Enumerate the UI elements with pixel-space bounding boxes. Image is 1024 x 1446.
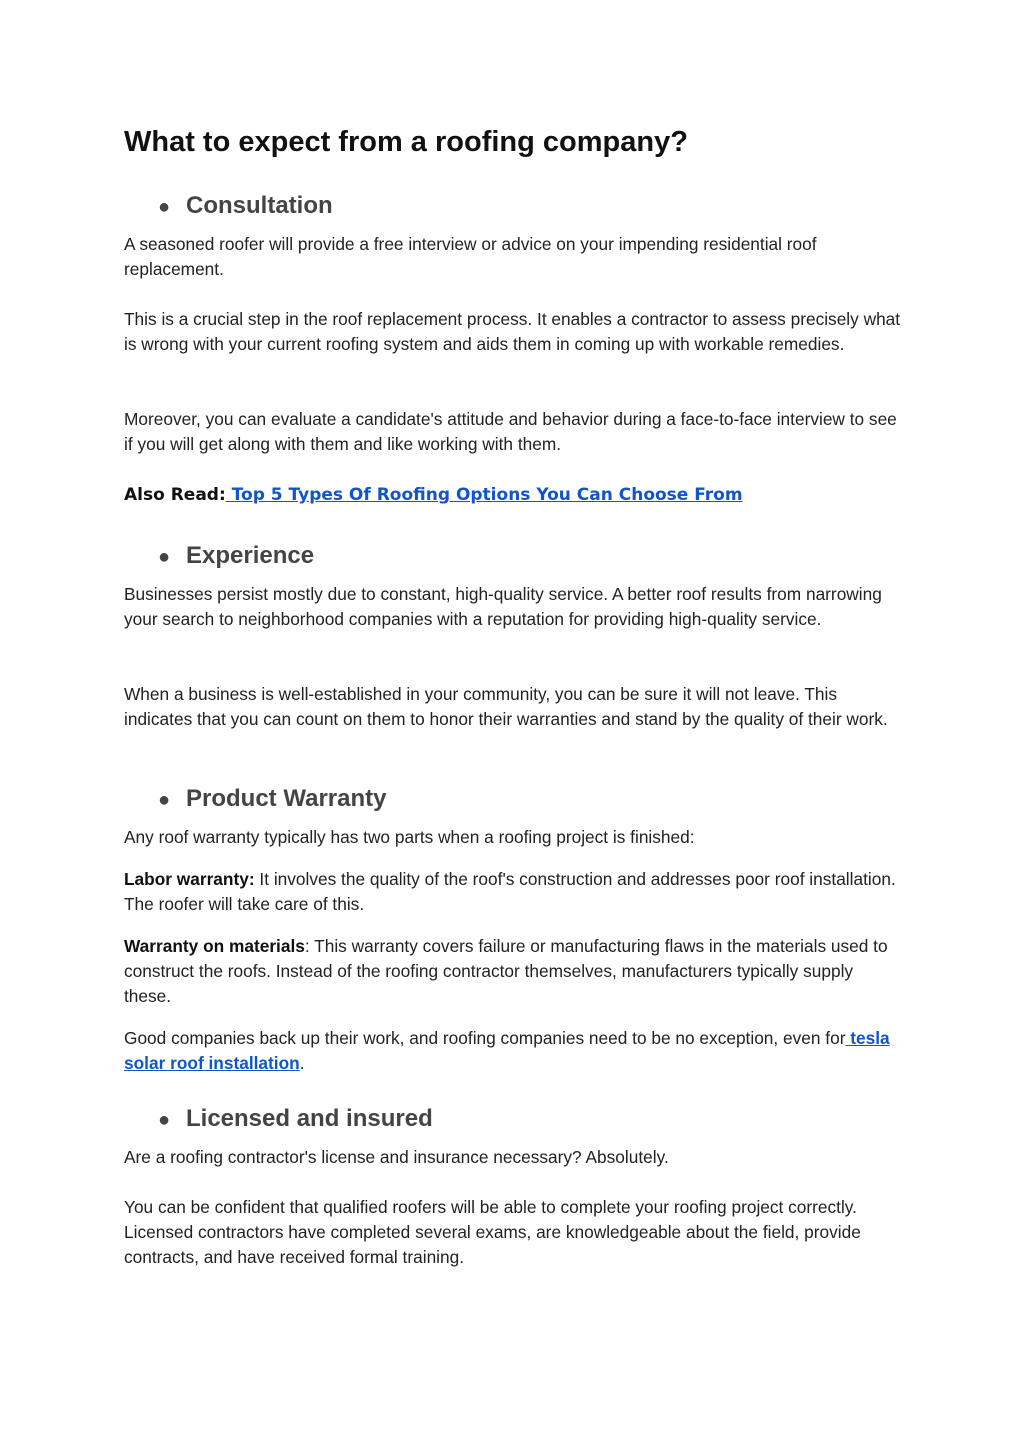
heading-licensed-insured xyxy=(158,1105,433,1133)
licensed-paragraph-1: Are a roofing contractor's license and insurance necessary? Absolutely. xyxy=(124,1147,669,1167)
heading-product-warranty xyxy=(158,785,386,813)
warranty-intro: Any roof warranty typically has two parts when a roofing project is finished: xyxy=(124,827,695,847)
also-read-label: Also Read: xyxy=(124,485,226,505)
tesla-solar-roof-link[interactable]: tesla solar roof installation xyxy=(124,1028,890,1073)
bullet-icon: ● xyxy=(158,546,171,568)
bullet-icon: ● xyxy=(158,789,171,811)
consultation-paragraph-1: A seasoned roofer will provide a free interview or advice on your impending residential roof replacement. xyxy=(124,234,817,279)
labor-warranty-paragraph xyxy=(124,867,904,917)
warranty-closing-paragraph xyxy=(124,1026,904,1076)
heading-consultation xyxy=(158,192,333,220)
heading-product-warranty-text: Product Warranty xyxy=(186,785,387,812)
heading-consultation-text: Consultation xyxy=(186,192,333,219)
materials-warranty-label: Warranty on materials xyxy=(124,936,305,956)
licensed-paragraph-2: You can be confident that qualified roofers will be able to complete your roofing project correctly. Licensed contractors have completed several exams, are knowledgeable about the field, provide contracts, and have received formal training. xyxy=(124,1197,861,1267)
heading-experience-text: Experience xyxy=(186,542,315,569)
consultation-paragraph-2: This is a crucial step in the roof replacement process. It enables a contractor to assess precisely what is wrong with your current roofing system and aids them in coming up with workable remedies. xyxy=(124,309,901,354)
page-title: What to expect from a roofing company? xyxy=(124,126,688,158)
materials-warranty-text: : This warranty covers failure or manufacturing flaws in the materials used to construct the roofs. Instead of the roofing contractor themselves, manufacturers typically supply these. xyxy=(124,936,888,1006)
consultation-paragraph-3: Moreover, you can evaluate a candidate's attitude and behavior during a face-to-face interview to see if you will get along with them and like working with them. xyxy=(124,409,897,454)
materials-warranty-paragraph xyxy=(124,934,904,1009)
heading-licensed-insured-text: Licensed and insured xyxy=(186,1105,433,1132)
labor-warranty-label: Labor warranty: xyxy=(124,869,255,889)
warranty-closing-text: Good companies back up their work, and roofing companies need to be no exception, even for xyxy=(124,1028,846,1048)
bullet-icon: ● xyxy=(158,196,171,218)
heading-experience xyxy=(158,542,314,570)
bullet-icon: ● xyxy=(158,1109,171,1131)
also-read-link[interactable]: Top 5 Types Of Roofing Options You Can Choose From xyxy=(225,485,743,505)
experience-paragraph-2: When a business is well-established in your community, you can be sure it will not leave. This indicates that you can count on them to honor their warranties and stand by the quality of their work. xyxy=(124,684,888,729)
warranty-closing-end: . xyxy=(299,1053,305,1073)
also-read-line xyxy=(124,485,743,505)
labor-warranty-text: It involves the quality of the roof's construction and addresses poor roof installation. The roofer will take care of this. xyxy=(124,869,896,914)
experience-paragraph-1: Businesses persist mostly due to constant, high-quality service. A better roof results from narrowing your search to neighborhood companies with a reputation for providing high-quality service. xyxy=(124,584,882,629)
